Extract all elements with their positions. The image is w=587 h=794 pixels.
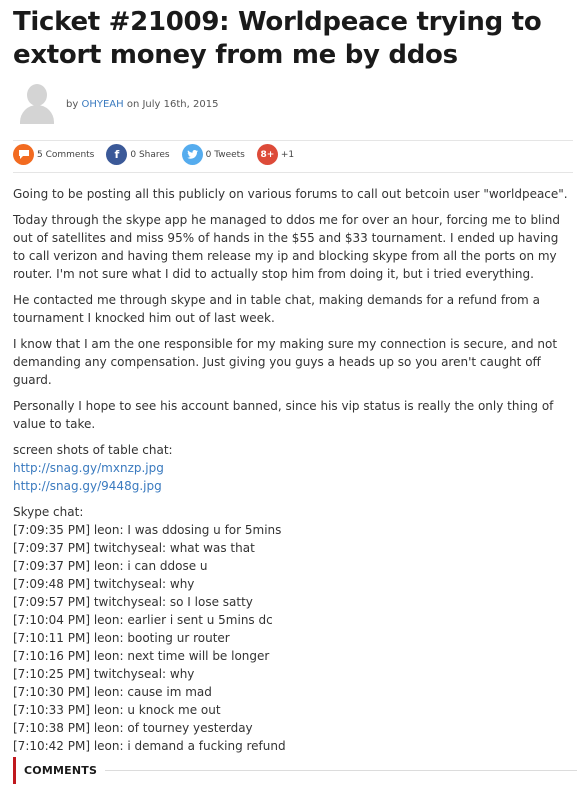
googleplus-share-button[interactable]: [257, 144, 294, 165]
date-prefix: on: [126, 98, 140, 110]
author-link[interactable]: OHYEAH: [81, 98, 124, 110]
share-bar: [13, 141, 573, 173]
skype-chat-block: [13, 503, 569, 755]
facebook-count: 0 Shares: [130, 149, 170, 160]
chat-line: [7:09:48 PM] twitchyseal: why: [13, 577, 195, 591]
article-body: [13, 185, 577, 755]
chat-line: [7:10:38 PM] leon: of tourney yesterday: [13, 721, 253, 735]
googleplus-icon: 8+: [257, 144, 278, 165]
facebook-icon: f: [106, 144, 127, 165]
chat-line: [7:10:33 PM] leon: u knock me out: [13, 703, 221, 717]
screenshot-link-2[interactable]: http://snag.gy/9448g.jpg: [13, 479, 162, 493]
googleplus-count: +1: [280, 149, 295, 160]
chat-line: [7:09:57 PM] twitchyseal: so I lose satty: [13, 595, 253, 609]
article-title: Ticket #21009: Worldpeace trying to extort money from me by ddos: [13, 7, 542, 70]
chat-line: [7:10:11 PM] leon: booting ur router: [13, 631, 230, 645]
comments-share-button[interactable]: [13, 144, 94, 165]
chat-line: [7:10:16 PM] leon: next time will be longer: [13, 649, 270, 663]
screenshot-link-1[interactable]: http://snag.gy/mxnzp.jpg: [13, 461, 164, 475]
paragraph: I know that I am the one responsible for my making sure my connection is secure, and not demanding any compensation. Just giving you guys a heads up so you aren't caught off guard.: [13, 337, 558, 387]
comments-section-header: [13, 757, 577, 784]
chat-line: [7:10:42 PM] leon: i demand a fucking refund: [13, 739, 286, 753]
post-date: July 16th, 2015: [142, 98, 219, 110]
skype-label: Skype chat:: [13, 505, 84, 519]
article-page: [0, 6, 587, 794]
twitter-share-button[interactable]: [182, 144, 245, 165]
chat-line: [7:10:04 PM] leon: earlier i sent u 5mins dc: [13, 613, 273, 627]
screenshots-label: screen shots of table chat:: [13, 443, 173, 457]
chat-line: [7:09:37 PM] leon: i can ddose u: [13, 559, 208, 573]
accent-bar: [13, 757, 16, 784]
comments-count: 5 Comments: [37, 149, 95, 160]
byline: [13, 82, 577, 126]
twitter-count: 0 Tweets: [205, 149, 245, 160]
twitter-icon: [182, 144, 203, 165]
paragraph: Today through the skype app he managed to ddos me for over an hour, forcing me to blind out of satellites and miss 95% of hands in the $55 and $33 tournament. I ended up having to call verizon and having them release my ip and blocking skype from all the ports on my router. I'm not sure what I did to actually stop him from doing it, but i tried everything.: [13, 213, 560, 281]
speech-bubble-icon: [13, 144, 34, 165]
paragraph: Personally I hope to see his account banned, since his vip status is really the only thing of value to take.: [13, 399, 554, 431]
chat-line: [7:10:30 PM] leon: cause im mad: [13, 685, 212, 699]
avatar: [19, 84, 55, 124]
paragraph: He contacted me through skype and in table chat, making demands for a refund from a tournament I knocked him out of last week.: [13, 293, 540, 325]
byline-prefix: by: [66, 98, 79, 110]
chat-line: [7:09:35 PM] leon: I was ddosing u for 5mins: [13, 523, 282, 537]
chat-line: [7:10:25 PM] twitchyseal: why: [13, 667, 195, 681]
chat-line: [7:09:37 PM] twitchyseal: what was that: [13, 541, 255, 555]
byline-text: [66, 99, 218, 110]
comments-heading: COMMENTS: [24, 764, 98, 777]
paragraph: Going to be posting all this publicly on various forums to call out betcoin user "worldpeace".: [13, 187, 568, 201]
facebook-share-button[interactable]: [106, 144, 169, 165]
screenshots-block: [13, 441, 569, 495]
divider: [105, 770, 577, 771]
